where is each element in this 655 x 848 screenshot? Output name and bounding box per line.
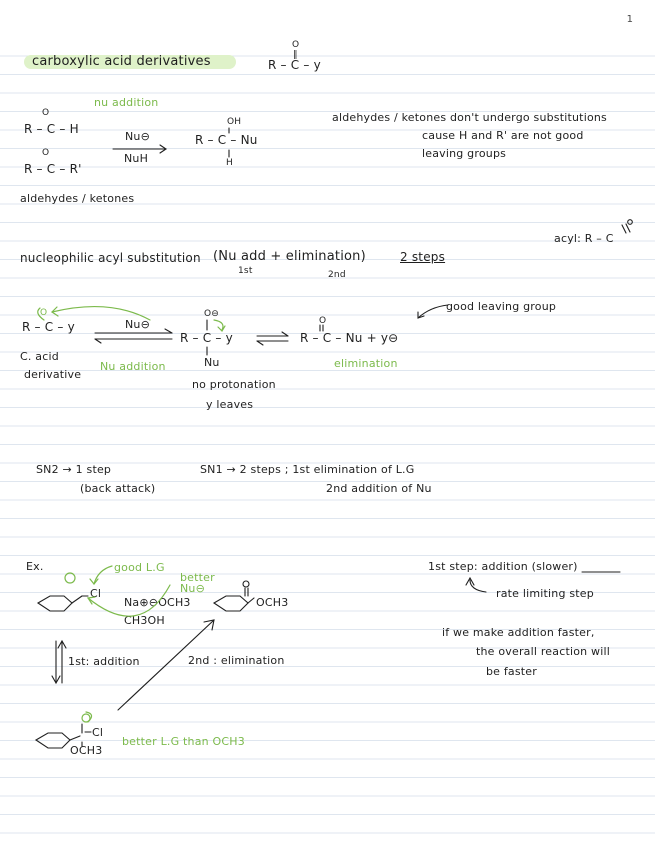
section2-heading-paren: (Nu add + elimination) bbox=[213, 249, 366, 264]
second-step-label: 2nd bbox=[328, 270, 346, 280]
equilibrium-back-head bbox=[95, 339, 101, 343]
acyl-label: acyl: R – C bbox=[554, 232, 614, 245]
example-cl: Cl bbox=[90, 587, 102, 600]
rhs-line-2: rate limiting step bbox=[496, 587, 594, 600]
equilibrium2-back-head bbox=[257, 341, 263, 345]
example-reagent: Na⊕⊖OCH3 bbox=[124, 596, 191, 609]
acyl-double-bond-a bbox=[622, 225, 626, 233]
product-equation: R – C – Nu + y⊖ bbox=[300, 331, 399, 345]
rhs-line-5: be faster bbox=[486, 665, 537, 678]
product-carbonyl-o bbox=[243, 581, 249, 587]
better-nu-note: better Nu⊖ bbox=[180, 571, 215, 595]
nu-addition-green: Nu addition bbox=[100, 360, 166, 373]
ring-product bbox=[214, 596, 248, 611]
note-line-1: aldehydes / ketones don't undergo substitutions bbox=[332, 111, 607, 124]
note-line-3: leaving groups bbox=[422, 147, 507, 160]
sn-right-sub: 2nd addition of Nu bbox=[326, 482, 432, 495]
ring-intermediate bbox=[36, 733, 70, 748]
green-arrow-carbonyl bbox=[38, 308, 44, 320]
reagent-nu: Nu⊖ bbox=[125, 318, 151, 331]
reactant-structure: R – C – y bbox=[22, 320, 75, 334]
aldehyde-oxygen: O bbox=[42, 108, 50, 118]
title-formula: R – C – y bbox=[268, 58, 321, 72]
first-addition-label: 1st: addition bbox=[68, 655, 140, 668]
equilibrium2-forward-head bbox=[282, 332, 288, 336]
better-lg-note: better L.G than OCH3 bbox=[122, 735, 245, 748]
y-leaves-note: y leaves bbox=[206, 398, 254, 411]
second-elimination-label: 2nd : elimination bbox=[188, 654, 285, 667]
reactant-oxygen: O bbox=[40, 308, 48, 318]
intermediate-oxide: O⊖ bbox=[204, 309, 220, 319]
sn2-left-sub: (back attack) bbox=[80, 482, 156, 495]
section2-heading: nucleophilic acyl substitution bbox=[20, 251, 201, 265]
rhs-line-3: if we make addition faster, bbox=[442, 626, 595, 639]
example-solvent: CH3OH bbox=[124, 614, 165, 627]
section2-heading-steps: 2 steps bbox=[400, 250, 446, 264]
intermediate-structure: R – C – y bbox=[180, 331, 233, 345]
intermediate-cl: Cl bbox=[92, 726, 104, 739]
equilibrium-forward-head bbox=[165, 329, 172, 333]
green-arrow-elimination-head bbox=[218, 326, 225, 331]
title-formula-oxygen: O bbox=[292, 40, 300, 50]
page-title: carboxylic acid derivatives bbox=[32, 54, 211, 69]
green-circle-int bbox=[82, 714, 90, 722]
intermediate-nu: Nu bbox=[204, 356, 220, 369]
title-formula-double-bond: ‖ bbox=[293, 50, 298, 60]
example-product-och3: OCH3 bbox=[256, 596, 289, 609]
no-protonation-note: no protonation bbox=[192, 378, 276, 391]
product-h: H bbox=[226, 158, 233, 168]
acyl-oxygen bbox=[628, 220, 633, 225]
diagonal-arrow bbox=[118, 620, 214, 710]
green-arrow-elimination bbox=[214, 320, 223, 330]
product-ring-bond bbox=[248, 598, 254, 603]
sn2-left: SN2 → 1 step bbox=[36, 463, 112, 476]
example-label: Ex. bbox=[26, 560, 44, 573]
green-circle-carbonyl bbox=[65, 573, 75, 583]
green-arrow-nu-to-carbon bbox=[88, 585, 170, 616]
rhs-line-4: the overall reaction will bbox=[476, 645, 610, 658]
product-structure: R – C – Nu bbox=[195, 133, 258, 147]
reactant-caption-2: derivative bbox=[24, 368, 82, 381]
page-number: 1 bbox=[626, 14, 633, 25]
intermediate-och3: OCH3 bbox=[70, 744, 103, 757]
ketone-structure: R – C – R' bbox=[24, 162, 82, 176]
note-line-2: cause H and R' are not good bbox=[422, 129, 584, 142]
sn-right: SN1 → 2 steps ; 1st elimination of L.G bbox=[200, 463, 415, 476]
acyl-double-bond-b bbox=[626, 224, 630, 232]
product-oxygen: O bbox=[319, 316, 327, 326]
good-lg-note: good L.G bbox=[114, 561, 165, 574]
reagent-nuh: NuH bbox=[124, 152, 149, 165]
nu-addition-label: nu addition bbox=[94, 96, 159, 109]
aldehyde-ketone-caption: aldehydes / ketones bbox=[20, 192, 135, 205]
aldehyde-structure: R – C – H bbox=[24, 122, 79, 136]
green-arrow-good-lg-head bbox=[90, 579, 98, 584]
rhs-line-1: 1st step: addition (slower) bbox=[428, 560, 578, 573]
int-ring-bond bbox=[70, 736, 80, 740]
reactant-caption-1: C. acid bbox=[20, 350, 59, 363]
ring-reactant bbox=[38, 596, 72, 611]
reactant-ring-bond bbox=[72, 596, 82, 603]
elimination-green: elimination bbox=[334, 357, 398, 370]
product-oh: OH bbox=[227, 117, 242, 127]
ketone-oxygen: O bbox=[42, 148, 50, 158]
reagent-nu-anion: Nu⊖ bbox=[125, 130, 151, 143]
good-leaving-group-note: good leaving group bbox=[446, 300, 557, 313]
first-step-label: 1st bbox=[238, 266, 253, 276]
green-arrow-nu-attack bbox=[52, 307, 150, 320]
